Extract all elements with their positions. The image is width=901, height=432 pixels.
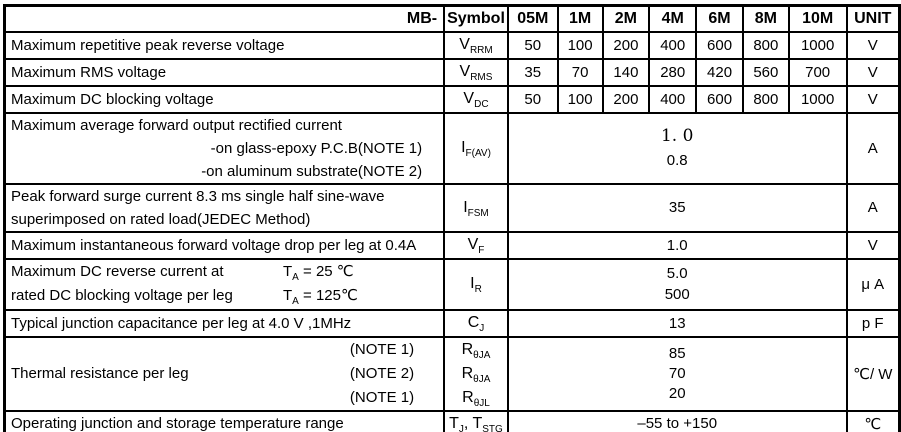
param-line-3: -on aluminum substrate(NOTE 2) bbox=[201, 162, 423, 180]
value-cell: 420 bbox=[696, 59, 743, 86]
param-label: Maximum repetitive peak reverse voltage bbox=[5, 32, 445, 59]
unit-cell: ℃/ W bbox=[847, 337, 900, 411]
symbol-cell: $I_R$ bbox=[444, 259, 508, 310]
symbol-cell: $V_{RRM}$ bbox=[444, 32, 508, 59]
value-cell: 800 bbox=[743, 86, 789, 113]
symbol-line-2: $R_{\theta JA}$ bbox=[461, 364, 491, 385]
table-row-cj bbox=[5, 310, 900, 337]
unit-cell: μ A bbox=[847, 259, 900, 310]
unit-cell: V bbox=[847, 86, 900, 113]
value-line-1: 85 bbox=[668, 344, 686, 362]
value-cell: 13 bbox=[508, 310, 847, 337]
value-cell: 1000 bbox=[789, 32, 847, 59]
value-cell: 1000 bbox=[789, 86, 847, 113]
series-prefix-header: MB- bbox=[5, 6, 445, 32]
table-row-vrrm bbox=[5, 32, 900, 59]
model-column-header-8m: 8M bbox=[743, 6, 789, 32]
param-label bbox=[5, 113, 445, 184]
unit-cell: V bbox=[847, 232, 900, 259]
table-row-ifav bbox=[5, 113, 900, 184]
value-cell: 200 bbox=[603, 86, 650, 113]
param-label: Maximum instantaneous forward voltage drop per leg at 0.4A bbox=[5, 232, 445, 259]
param-line-1: Peak forward surge current 8.3 ms single half sine-wave bbox=[11, 187, 385, 205]
value-cell: 400 bbox=[649, 32, 696, 59]
value-line-1: 5.0 bbox=[666, 265, 688, 282]
value-cell: 700 bbox=[789, 59, 847, 86]
symbol-cell: $V_{RMS}$ bbox=[444, 59, 508, 86]
value-cell: 560 bbox=[743, 59, 789, 86]
value-cell: 100 bbox=[558, 86, 603, 113]
value-cell: 1.0 bbox=[508, 232, 847, 259]
unit-cell: p F bbox=[847, 310, 900, 337]
value-cell: 140 bbox=[603, 59, 650, 86]
param-label bbox=[5, 184, 445, 232]
value-cell: 35 bbox=[508, 59, 558, 86]
table-row-vf bbox=[5, 232, 900, 259]
value-line-3: 20 bbox=[668, 384, 686, 402]
param-line-1: Maximum DC reverse current at $T_A = 25$ ℃ bbox=[11, 260, 438, 284]
param-line-1: Maximum average forward output rectified current bbox=[11, 116, 342, 134]
symbol-column-header: Symbol bbox=[444, 6, 508, 32]
value-cell bbox=[508, 113, 847, 184]
symbol-line-3: $R_{\theta JL}$ bbox=[462, 388, 490, 409]
symbol-cell: $V_{DC}$ bbox=[444, 86, 508, 113]
param-text: Thermal resistance per leg bbox=[11, 365, 189, 382]
symbol-cell: $I_{F(AV)}$ bbox=[444, 113, 508, 184]
unit-cell: A bbox=[847, 113, 900, 184]
unit-cell: V bbox=[847, 59, 900, 86]
table-row-ir bbox=[5, 259, 900, 310]
param-label: Operating junction and storage temperature range bbox=[5, 411, 445, 432]
model-column-header-1m: 1M bbox=[558, 6, 603, 32]
param-label: Typical junction capacitance per leg at 4.0 V ,1MHz bbox=[5, 310, 445, 337]
param-label: Maximum RMS voltage bbox=[5, 59, 445, 86]
unit-cell: ℃ bbox=[847, 411, 900, 432]
note-ref-2: (NOTE 2) bbox=[349, 364, 415, 382]
value-cell: 70 bbox=[558, 59, 603, 86]
symbol-cell: $V_F$ bbox=[444, 232, 508, 259]
symbol-cell: $C_J$ bbox=[444, 310, 508, 337]
model-column-header-6m: 6M bbox=[696, 6, 743, 32]
value-cell: 100 bbox=[558, 32, 603, 59]
maximum-ratings-table bbox=[3, 4, 901, 432]
unit-cell: A bbox=[847, 184, 900, 232]
model-column-header-05m: 05M bbox=[508, 6, 558, 32]
param-line-2: rated DC blocking voltage per leg $T_A$ = 125℃ bbox=[11, 284, 438, 308]
value-cell: 50 bbox=[508, 32, 558, 59]
table-row-ifsm bbox=[5, 184, 900, 232]
value-line-2: 0.8 bbox=[666, 152, 688, 169]
value-cell: 800 bbox=[743, 32, 789, 59]
value-cell bbox=[508, 337, 847, 411]
value-cell: 280 bbox=[649, 59, 696, 86]
value-line-2: 70 bbox=[668, 364, 686, 382]
param-line-2: superimposed on rated load(JEDEC Method) bbox=[11, 210, 311, 228]
symbol-cell bbox=[444, 337, 508, 411]
test-condition-1: $T_A = 25$ ℃ bbox=[283, 263, 354, 283]
model-column-header-10m: 10M bbox=[789, 6, 847, 32]
test-condition-2: $T_A$ = 125℃ bbox=[283, 287, 358, 307]
unit-cell: V bbox=[847, 32, 900, 59]
value-cell: 200 bbox=[603, 32, 650, 59]
value-cell: –55 to +150 bbox=[508, 411, 847, 432]
model-column-header-4m: 4M bbox=[649, 6, 696, 32]
param-label bbox=[5, 259, 445, 310]
value-line-2: 500 bbox=[664, 286, 690, 303]
note-ref-1: (NOTE 1) bbox=[349, 340, 415, 358]
value-cell bbox=[508, 259, 847, 310]
value-line-1: 1. 0 bbox=[660, 126, 694, 146]
value-cell: 35 bbox=[508, 184, 847, 232]
table-row-vrms bbox=[5, 59, 900, 86]
model-column-header-2m: 2M bbox=[603, 6, 650, 32]
note-ref-3: (NOTE 1) bbox=[349, 388, 415, 406]
unit-column-header: UNIT bbox=[847, 6, 900, 32]
symbol-line-1: $R_{\theta JA}$ bbox=[461, 340, 491, 361]
table-row-vdc bbox=[5, 86, 900, 113]
header-row bbox=[5, 6, 900, 32]
value-cell: 50 bbox=[508, 86, 558, 113]
param-line-2: -on glass-epoxy P.C.B(NOTE 1) bbox=[210, 139, 423, 157]
value-cell: 600 bbox=[696, 86, 743, 113]
note-references bbox=[350, 338, 438, 410]
symbol-cell: $I_{FSM}$ bbox=[444, 184, 508, 232]
value-cell: 400 bbox=[649, 86, 696, 113]
symbol-cell: $T_J$, $T_{STG}$ bbox=[444, 411, 508, 432]
param-label bbox=[5, 337, 445, 411]
table-row-operating-temperature bbox=[5, 411, 900, 432]
value-cell: 600 bbox=[696, 32, 743, 59]
table-row-thermal-resistance bbox=[5, 337, 900, 411]
param-label: Maximum DC blocking voltage bbox=[5, 86, 445, 113]
